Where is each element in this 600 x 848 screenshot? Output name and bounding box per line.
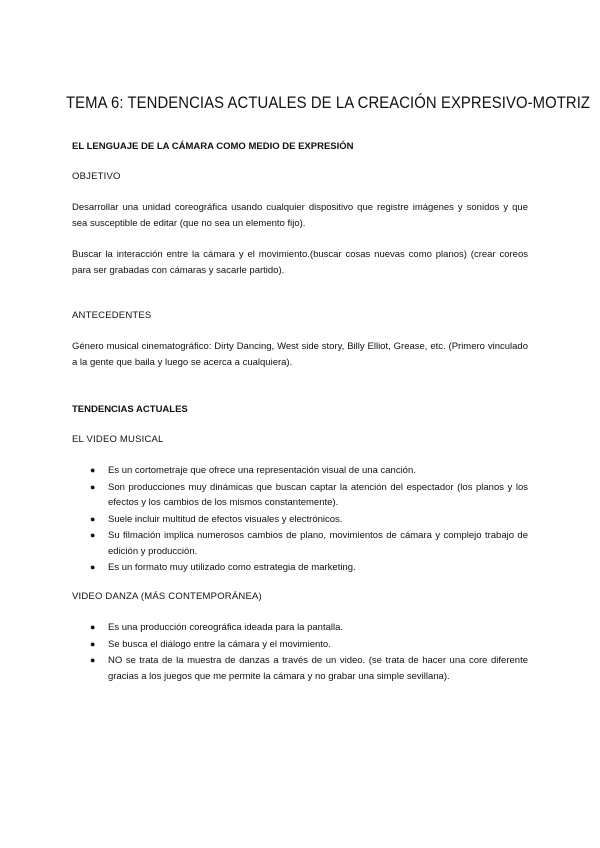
bullet-icon: ● (90, 622, 96, 632)
bullet-icon: ● (90, 481, 96, 492)
bullet-icon: ● (90, 530, 96, 540)
list-item: ● Su filmación implica numerosos cambios de plano, movimientos de cámara y complejo trabajo de edición y producción. (90, 530, 528, 557)
bullet-icon: ● (90, 638, 96, 649)
list-item: ● Es una producción coreográfica ideada para la pantalla. (90, 620, 528, 636)
bullet-icon: ● (90, 562, 96, 572)
antecedentes-paragraph: Género musical cinematográfico: Dirty Dancing, West side story, Billy Elliot, Grease, etc. (Primero vinculado a la gente que baila y luego se acerca a cualquiera). (72, 341, 528, 368)
bullet-icon: ● (90, 655, 96, 665)
bullet-icon: ● (90, 465, 96, 475)
objetivo-label: OBJETIVO (72, 171, 121, 182)
objetivo-paragraph-2: Buscar la interacción entre la cámara y el movimiento.(buscar cosas nuevas como planos) (crear coreos para ser grabadas con cámaras y sacarle partido). (72, 249, 528, 276)
section-heading-tendencias: TENDENCIAS ACTUALES (72, 404, 188, 415)
list-item: ● Se busca el diálogo entre la cámara y el movimiento. (90, 637, 528, 653)
list-item: ● Es un cortometraje que ofrece una representación visual de una canción. (90, 463, 528, 479)
bullet-icon: ● (90, 513, 96, 524)
page-title: TEMA 6: TENDENCIAS ACTUALES DE LA CREACIÓN EXPRESIVO-MOTRIZ (66, 94, 591, 112)
list-item: ● Es un formato muy utilizado como estrategia de marketing. (90, 560, 528, 576)
video-musical-label: EL VIDEO MUSICAL (72, 434, 164, 445)
list-item: ● NO se trata de la muestra de danzas a través de un video. (se trata de hacer una core diferente gracias a los juegos que me permite la cámara y no grabar una simple sevillana). (90, 655, 528, 682)
video-danza-list (90, 620, 528, 684)
video-musical-list (90, 463, 528, 576)
objetivo-paragraph-1: Desarrollar una unidad coreográfica usando cualquier dispositivo que registre imágenes y sonidos y que sea susceptible de editar (que no sea un elemento fijo). (72, 202, 528, 229)
list-item: ● Suele incluir multitud de efectos visuales y electrónicos. (90, 512, 528, 528)
antecedentes-label: ANTECEDENTES (72, 310, 152, 321)
list-item: ● Son producciones muy dinámicas que buscan captar la atención del espectador (los planos y los efectos y los cambios de los mismos constantemente). (90, 481, 528, 508)
section-heading-camera-language: EL LENGUAJE DE LA CÁMARA COMO MEDIO DE EXPRESIÓN (72, 141, 354, 152)
video-danza-label: VIDEO DANZA (MÁS CONTEMPORÁNEA) (72, 591, 262, 602)
